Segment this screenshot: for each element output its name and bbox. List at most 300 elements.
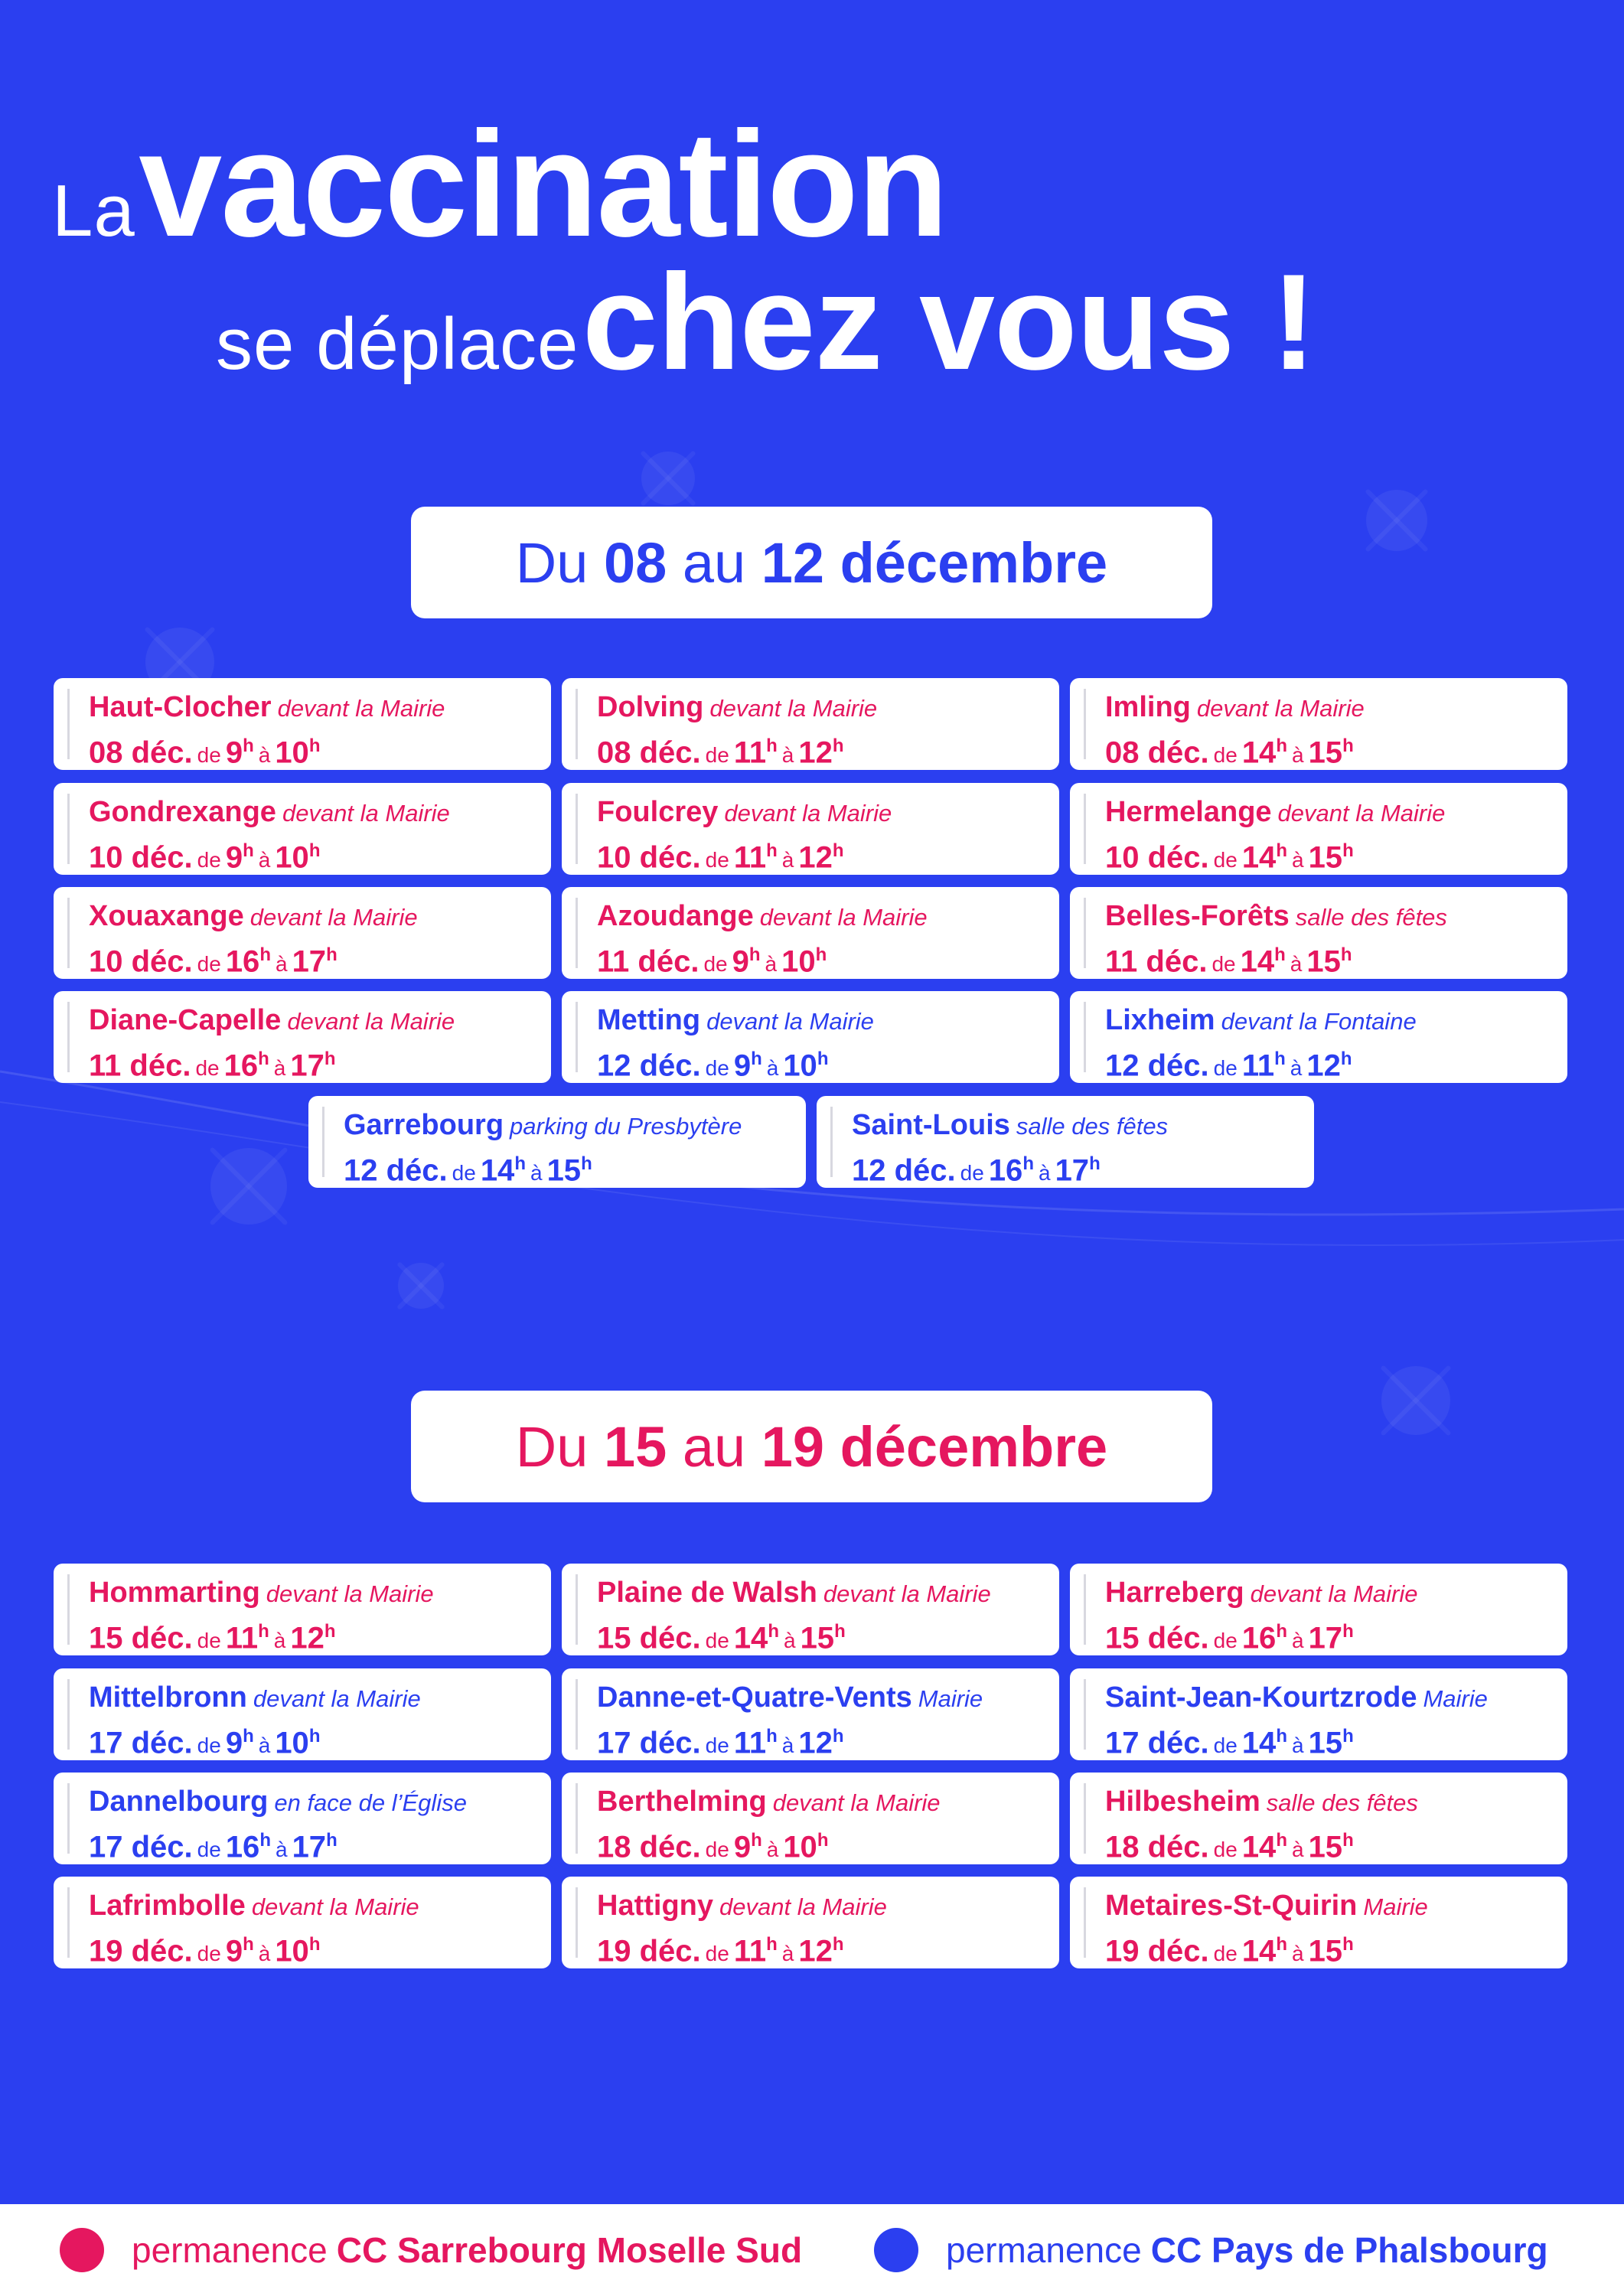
hour-suffix: h (308, 735, 321, 756)
hour-suffix: h (243, 1726, 254, 1746)
session-date: 19 déc. (89, 1934, 193, 1968)
place-name: devant la Mairie (724, 800, 892, 827)
hour-suffix: h (324, 1049, 336, 1069)
de-word: de (1213, 1629, 1238, 1653)
session-time (1105, 832, 1567, 875)
start-hour: 9 (733, 1830, 752, 1864)
a-word: à (275, 952, 288, 977)
a-word: à (1290, 1056, 1303, 1081)
hour-suffix: h (1022, 1153, 1034, 1174)
hour-suffix: h (1276, 840, 1287, 861)
hour-suffix: h (1342, 840, 1354, 861)
a-word: à (1038, 1161, 1051, 1186)
de-word: de (1213, 1838, 1238, 1862)
session-card (1070, 1773, 1567, 1864)
hour-suffix: h (1342, 1830, 1354, 1851)
session-location (1105, 899, 1567, 934)
session-card (1070, 678, 1567, 770)
a-word: à (765, 952, 778, 977)
session-time (1105, 936, 1567, 979)
session-card (562, 1877, 1059, 1968)
session-time (1105, 727, 1567, 770)
session-location (852, 1108, 1314, 1143)
town-name: Harreberg (1105, 1577, 1244, 1609)
town-name: Saint-Jean-Kourtzrode (1105, 1681, 1417, 1714)
headline-big-1: vaccination (139, 100, 947, 268)
hour-suffix: h (1342, 1726, 1354, 1746)
place-name: devant la Mairie (282, 800, 450, 827)
session-card (54, 887, 551, 979)
town-name: Imling (1105, 691, 1191, 723)
session-card (54, 1668, 551, 1760)
session-location (597, 899, 1059, 934)
a-word: à (258, 1733, 271, 1758)
place-name: devant la Mairie (277, 695, 445, 722)
session-date: 19 déc. (597, 1934, 701, 1968)
end-hour: 17 (292, 944, 327, 979)
place-name: devant la Mairie (823, 1580, 991, 1607)
de-word: de (705, 743, 729, 768)
end-hour: 12 (798, 735, 833, 770)
town-name: Saint-Louis (852, 1109, 1010, 1141)
hour-suffix: h (832, 840, 844, 861)
de-word: de (705, 848, 729, 872)
hour-suffix: h (1342, 1934, 1354, 1955)
a-word: à (781, 743, 794, 768)
session-date: 17 déc. (1105, 1726, 1209, 1760)
hour-suffix: h (308, 1726, 321, 1746)
hour-suffix: h (308, 840, 321, 861)
session-time (597, 1717, 1059, 1760)
session-location (89, 1785, 551, 1820)
de-word: de (452, 1161, 476, 1186)
a-word: à (530, 1161, 543, 1186)
town-name: Xouaxange (89, 900, 244, 932)
town-name: Diane-Capelle (89, 1004, 282, 1036)
place-name: devant la Mairie (266, 1580, 434, 1607)
a-word: à (258, 1942, 271, 1966)
start-hour: 16 (225, 944, 260, 979)
hour-suffix: h (581, 1153, 592, 1174)
hour-suffix: h (1342, 1621, 1354, 1642)
place-name: devant la Mairie (251, 1893, 419, 1920)
start-hour: 14 (1241, 735, 1277, 770)
end-hour: 10 (781, 944, 816, 979)
hour-suffix: h (1276, 1726, 1287, 1746)
legend-name: CC Sarrebourg Moselle Sud (336, 2230, 803, 2270)
session-location (1105, 1681, 1567, 1716)
place-name: devant la Mairie (709, 695, 878, 722)
session-location (1105, 1889, 1567, 1924)
session-card (308, 1096, 806, 1188)
start-hour: 9 (225, 840, 243, 875)
a-word: à (258, 743, 271, 768)
hour-suffix: h (832, 735, 844, 756)
de-word: de (1213, 1056, 1238, 1081)
session-date: 08 déc. (1105, 735, 1209, 770)
end-hour: 15 (1308, 1830, 1343, 1864)
de-word: de (197, 1942, 221, 1966)
end-hour: 15 (1308, 735, 1343, 770)
de-word: de (705, 1733, 729, 1758)
place-name: Mairie (918, 1685, 983, 1712)
session-location (597, 1681, 1059, 1716)
town-name: Lixheim (1105, 1004, 1215, 1036)
session-date: 15 déc. (1105, 1621, 1209, 1655)
session-date: 10 déc. (89, 944, 193, 979)
session-time (89, 727, 551, 770)
legend-item-phalsbourg (874, 2204, 1548, 2296)
a-word: à (1291, 848, 1304, 872)
end-hour: 17 (1055, 1153, 1090, 1188)
hour-suffix: h (1340, 1049, 1352, 1069)
session-location (597, 690, 1059, 726)
end-hour: 10 (275, 1934, 309, 1968)
session-time (1105, 1821, 1567, 1864)
de-word: de (703, 952, 728, 977)
session-card (54, 1773, 551, 1864)
hour-suffix: h (834, 1621, 846, 1642)
session-location (1105, 795, 1567, 830)
hour-suffix: h (258, 1621, 269, 1642)
session-card (562, 1668, 1059, 1760)
session-date: 17 déc. (597, 1726, 701, 1760)
a-word: à (783, 1629, 796, 1653)
session-card (562, 887, 1059, 979)
session-card (562, 1773, 1059, 1864)
session-time (597, 727, 1059, 770)
hour-suffix: h (815, 944, 827, 965)
a-word: à (1291, 743, 1304, 768)
a-word: à (1291, 1838, 1304, 1862)
legend-prefix: permanence (132, 2230, 328, 2270)
place-name: salle des fêtes (1016, 1113, 1169, 1140)
start-hour: 16 (1241, 1621, 1277, 1655)
hour-suffix: h (817, 1049, 829, 1069)
period-header-2 (411, 1391, 1212, 1502)
session-time (89, 1613, 551, 1655)
session-time (89, 1040, 551, 1083)
end-hour: 17 (292, 1830, 327, 1864)
period-au: au (682, 530, 746, 595)
place-name: devant la Mairie (1250, 1580, 1418, 1607)
a-word: à (781, 848, 794, 872)
de-word: de (197, 848, 221, 872)
place-name: en face de l’Église (274, 1789, 467, 1816)
session-card (54, 1564, 551, 1655)
start-hour: 16 (988, 1153, 1023, 1188)
town-name: Lafrimbolle (89, 1890, 246, 1922)
town-name: Danne-et-Quatre-Vents (597, 1681, 912, 1714)
session-date: 08 déc. (89, 735, 193, 770)
a-word: à (273, 1056, 286, 1081)
place-name: devant la Mairie (719, 1893, 887, 1920)
session-date: 10 déc. (89, 840, 193, 875)
start-hour: 14 (480, 1153, 515, 1188)
place-name: devant la Mairie (1196, 695, 1365, 722)
de-word: de (197, 1838, 221, 1862)
session-time (344, 1145, 806, 1188)
session-card (54, 1877, 551, 1968)
headline-small-2: se déplace (216, 303, 579, 385)
session-date: 12 déc. (852, 1153, 956, 1188)
session-card (1070, 1877, 1567, 1968)
hour-suffix: h (243, 840, 254, 861)
end-hour: 15 (1308, 1726, 1343, 1760)
virus-decoration-icon (1381, 1366, 1450, 1435)
town-name: Gondrexange (89, 796, 276, 828)
place-name: Mairie (1363, 1893, 1428, 1920)
session-location (89, 1889, 551, 1924)
hour-suffix: h (768, 1621, 779, 1642)
start-hour: 9 (225, 1726, 243, 1760)
hour-suffix: h (308, 1934, 321, 1955)
start-hour: 11 (733, 840, 767, 875)
end-hour: 10 (275, 840, 309, 875)
session-card (1070, 1668, 1567, 1760)
blue-dot-icon (874, 2228, 918, 2272)
start-hour: 16 (225, 1830, 260, 1864)
virus-decoration-icon (641, 452, 695, 505)
session-date: 18 déc. (597, 1830, 701, 1864)
end-hour: 15 (1308, 1934, 1343, 1968)
period-start: 15 (603, 1414, 667, 1479)
session-date: 11 déc. (89, 1049, 191, 1083)
hour-suffix: h (259, 944, 271, 965)
end-hour: 15 (800, 1621, 835, 1655)
hour-suffix: h (514, 1153, 526, 1174)
hour-suffix: h (766, 1934, 778, 1955)
session-location (597, 1785, 1059, 1820)
session-date: 10 déc. (1105, 840, 1209, 875)
session-date: 08 déc. (597, 735, 701, 770)
hour-suffix: h (243, 1934, 254, 1955)
town-name: Hilbesheim (1105, 1786, 1260, 1818)
session-location (89, 1681, 551, 1716)
period-end: 19 décembre (761, 1414, 1108, 1479)
place-name: devant la Mairie (772, 1789, 941, 1816)
a-word: à (1291, 1733, 1304, 1758)
session-location (597, 1889, 1059, 1924)
hour-suffix: h (326, 944, 338, 965)
start-hour: 9 (225, 735, 243, 770)
legend-prefix: permanence (946, 2230, 1142, 2270)
place-name: parking du Presbytère (510, 1113, 742, 1140)
session-time (597, 832, 1059, 875)
hour-suffix: h (1276, 1621, 1287, 1642)
de-word: de (197, 743, 221, 768)
end-hour: 12 (798, 1934, 833, 1968)
place-name: devant la Mairie (706, 1008, 874, 1035)
start-hour: 14 (1241, 1934, 1277, 1968)
hour-suffix: h (766, 840, 778, 861)
de-word: de (960, 1161, 984, 1186)
session-card (562, 783, 1059, 875)
town-name: Metaires-St-Quirin (1105, 1890, 1358, 1922)
start-hour: 9 (732, 944, 749, 979)
session-location (597, 795, 1059, 830)
hour-suffix: h (1274, 1049, 1286, 1069)
start-hour: 14 (1240, 944, 1275, 979)
hour-suffix: h (817, 1830, 829, 1851)
de-word: de (705, 1838, 729, 1862)
town-name: Hattigny (597, 1890, 713, 1922)
session-time (597, 1821, 1059, 1864)
session-time (1105, 1926, 1567, 1968)
hour-suffix: h (832, 1934, 844, 1955)
de-word: de (705, 1942, 729, 1966)
town-name: Haut-Clocher (89, 691, 272, 723)
session-location (89, 795, 551, 830)
session-time (597, 936, 1059, 979)
start-hour: 11 (733, 1934, 767, 1968)
end-hour: 12 (798, 1726, 833, 1760)
session-location (1105, 1785, 1567, 1820)
de-word: de (705, 1629, 729, 1653)
hour-suffix: h (748, 944, 761, 965)
hour-suffix: h (1089, 1153, 1101, 1174)
session-location (597, 1003, 1059, 1039)
end-hour: 15 (546, 1153, 582, 1188)
town-name: Mittelbronn (89, 1681, 247, 1714)
session-card (1070, 1564, 1567, 1655)
session-location (89, 1576, 551, 1611)
period-du: Du (515, 1414, 589, 1479)
legend-item-sarrebourg (60, 2204, 802, 2296)
session-card (1070, 991, 1567, 1083)
virus-decoration-icon (1366, 490, 1427, 551)
hour-suffix: h (1274, 944, 1286, 965)
session-date: 15 déc. (597, 1621, 701, 1655)
de-word: de (197, 1733, 221, 1758)
start-hour: 9 (225, 1934, 243, 1968)
session-location (89, 899, 551, 934)
start-hour: 14 (733, 1621, 768, 1655)
session-location (597, 1576, 1059, 1611)
a-word: à (766, 1056, 779, 1081)
session-date: 10 déc. (597, 840, 701, 875)
hour-suffix: h (751, 1049, 762, 1069)
hour-suffix: h (1276, 1830, 1287, 1851)
session-card (54, 783, 551, 875)
session-date: 12 déc. (597, 1049, 701, 1083)
session-time (1105, 1613, 1567, 1655)
town-name: Hermelange (1105, 796, 1272, 828)
end-hour: 12 (798, 840, 833, 875)
session-card (1070, 887, 1567, 979)
period-au: au (682, 1414, 746, 1479)
place-name: devant la Mairie (249, 904, 418, 931)
a-word: à (275, 1838, 288, 1862)
headline-line-2 (216, 243, 1316, 400)
session-date: 17 déc. (89, 1726, 193, 1760)
session-time (597, 1040, 1059, 1083)
end-hour: 12 (290, 1621, 324, 1655)
place-name: salle des fêtes (1295, 904, 1447, 931)
period-end: 12 décembre (761, 530, 1108, 595)
start-hour: 11 (733, 1726, 767, 1760)
headline-big-2: chez vous ! (582, 246, 1316, 398)
place-name: devant la Mairie (253, 1685, 421, 1712)
end-hour: 12 (1306, 1049, 1341, 1083)
de-word: de (705, 1056, 729, 1081)
pink-dot-icon (60, 2228, 104, 2272)
town-name: Foulcrey (597, 796, 719, 828)
session-location (89, 1003, 551, 1039)
session-date: 12 déc. (1105, 1049, 1209, 1083)
hour-suffix: h (243, 735, 254, 756)
town-name: Dolving (597, 691, 704, 723)
hour-suffix: h (766, 735, 778, 756)
session-time (89, 936, 551, 979)
end-hour: 10 (783, 1049, 817, 1083)
session-time (597, 1926, 1059, 1968)
town-name: Belles-Forêts (1105, 900, 1290, 932)
session-location (89, 690, 551, 726)
start-hour: 14 (1241, 1830, 1277, 1864)
end-hour: 10 (275, 735, 309, 770)
a-word: à (781, 1942, 794, 1966)
period-start: 08 (603, 530, 667, 595)
hour-suffix: h (324, 1621, 336, 1642)
end-hour: 15 (1306, 944, 1341, 979)
session-card (1070, 783, 1567, 875)
de-word: de (1213, 1942, 1238, 1966)
place-name: devant la Fontaine (1221, 1008, 1417, 1035)
start-hour: 11 (225, 1621, 259, 1655)
start-hour: 11 (1241, 1049, 1275, 1083)
de-word: de (1213, 743, 1238, 768)
place-name: devant la Mairie (759, 904, 928, 931)
a-word: à (1291, 1629, 1304, 1653)
session-location (1105, 690, 1567, 726)
end-hour: 10 (783, 1830, 817, 1864)
session-date: 17 déc. (89, 1830, 193, 1864)
legend-name: CC Pays de Phalsbourg (1150, 2230, 1548, 2270)
session-date: 12 déc. (344, 1153, 448, 1188)
town-name: Plaine de Walsh (597, 1577, 817, 1609)
hour-suffix: h (1276, 735, 1287, 756)
de-word: de (197, 1629, 221, 1653)
footer-legend (0, 2204, 1624, 2296)
hour-suffix: h (832, 1726, 844, 1746)
session-time (89, 1926, 551, 1968)
session-date: 18 déc. (1105, 1830, 1209, 1864)
session-time (89, 1821, 551, 1864)
a-word: à (1290, 952, 1303, 977)
end-hour: 10 (275, 1726, 309, 1760)
session-card (562, 678, 1059, 770)
de-word: de (197, 952, 221, 977)
session-date: 19 déc. (1105, 1934, 1209, 1968)
place-name: Mairie (1423, 1685, 1488, 1712)
hour-suffix: h (326, 1830, 338, 1851)
session-card (562, 991, 1059, 1083)
hour-suffix: h (766, 1726, 778, 1746)
start-hour: 11 (733, 735, 767, 770)
de-word: de (1213, 848, 1238, 872)
session-location (1105, 1576, 1567, 1611)
session-location (1105, 1003, 1567, 1039)
hour-suffix: h (1340, 944, 1352, 965)
place-name: devant la Mairie (287, 1008, 455, 1035)
session-card (54, 678, 551, 770)
start-hour: 16 (223, 1049, 259, 1083)
place-name: devant la Mairie (1277, 800, 1446, 827)
end-hour: 17 (290, 1049, 324, 1083)
start-hour: 14 (1241, 840, 1277, 875)
town-name: Metting (597, 1004, 701, 1036)
